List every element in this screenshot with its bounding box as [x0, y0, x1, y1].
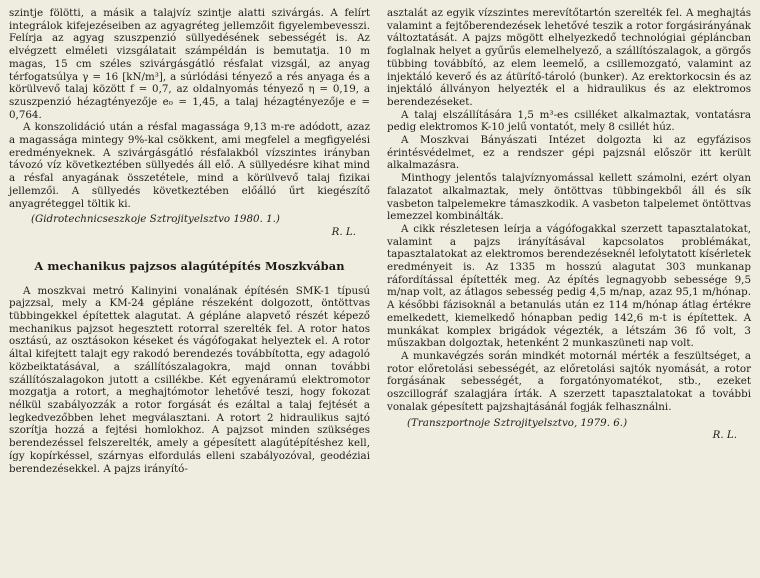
article-paragraph: A munkavégzés során mindkét motornál mérték a feszültséget, a rotor előretolási sebességét, az előretolási sajtók nyomását, a rotor forgásának sebességét, a forgatónyomatékot, stb., ezeket oszcillográf szalagjára írták. A szerzett tapasztalatokat a további vonalak gépesített pajzshajtásánál fogják felhasználni. — [387, 349, 751, 413]
article-paragraph: asztalát az egyik vízszintes merevítőtartón szerelték fel. A meghajtás valamint a fejtőberendezések lehetővé teszik a rotor forgásirányának változtatását. A pajzs mögött elhelyezkedő technológiai gépláncban foglalnak helyet a gyűrűs elemelhelyező, a szállítószalagok, a görgős tübbing továbbító, az elem leemelő, a csillemozgató, valamint az injektáló keverő és az átürítő-tároló (bunker). Az erektorkocsin és az injektáló állványon helyezték el a hidraulikus és az elektromos berendezéseket. — [387, 7, 751, 108]
section-gap — [9, 239, 370, 259]
article-paragraph: A moszkvai metró Kalinyini vonalának építésén SMK-1 típusú pajzzsal, mely a KM-24 gépláne részeként dolgozott, öntöttvas tübbingekkel építettek alagutat. A gépláne alapvető részét képező mechanikus pajzsot hegesztett rotorral szerelték fel. A rotor hatos osztású, az osztásokon késeket és vágófogakat helyeztek el. A rotor által kifejtett talajt egy rakodó berendezés továbbította, egy adagoló közbeiktatásával, a szállítószalagokra, majd onnan további szállítószalagokon jutott a csillékbe. Két egyenáramú elektromotor mozgatja a rotort, a meghajtómotor lehetővé teszi, hogy fokozat nélkül szabályozzák a rotor forgását és ezáltal a talaj fejtését a legkedvezőbben lehet megválasztani. A rotort 2 hidraulikus sajtó szorítja hozzá a fejtési homlokhoz. A pajzsot minden szükséges berendezéssel felszerelték, amely a gépesített alagútépítéshez kell, így kopírkéssel, szárnyas elfordulás elleni szabályozóval, geodéziai berendezésekkel. A pajzs irányító- — [9, 284, 370, 475]
author-initials: R. L. — [331, 225, 356, 238]
intro-paragraph: A konszolidáció után a résfal magassága 9,13 m-re adódott, azaz a magassága mintegy 9%-kal csökkent, ami megfelel a megfigyelési eredményeknek. A szivárgásgátló résfalakból vízszintes irányban távozó víz következtében süllyedés áll elő. A süllyedésre kihat mind a résfal anyagának összetétele, mind a körülvevő talaj fizikai jellemzői. A süllyedés következtében előálló űrt kiegészítő anyagréteggel töltik ki. — [9, 121, 370, 210]
left-column — [9, 7, 370, 475]
source-citation: (Transzportnoje Sztrojityelsztvo, 1979. 6.) — [407, 416, 628, 429]
source-citation: (Gidrotechnicseszkoje Sztrojityelsztvo 1980. 1.) — [31, 213, 280, 226]
article-paragraph: Minthogy jelentős talajvíznyomással kellett számolni, ezért olyan falazatot alkalmaztak, mely öntöttvas tübbingekből áll és sík vasbeton talpelemekre támaszkodik. A vasbeton talpelemet öntöttvas lemezzel kombinálták. — [387, 172, 751, 223]
author-initials: R. L. — [712, 429, 737, 442]
article-paragraph: A cikk részletesen leírja a vágófogakkal szerzett tapasztalatokat, valamint a pajzs irányításával kapcsolatos problémákat, tapasztalatokat az elektromos berendezéseknél lefolytatott kísérletek eredményeit is. Az 1335 m hosszú alagutat 303 munkanap ráfordítással építették meg. Az építés legnagyobb sebessége 9,5 m/nap volt, az átlagos sebesség pedig 4,5 m/nap, azaz 95,1 m/hónap. A későbbi fázisoknál a betanulás után ez 114 m/hónap átlag értékre emelkedett, kiemelkedő hónapban pedig 142,6 m-t is építettek. A munkákat komplex brigádok végezték, a létszám 36 fő volt, 3 műszakban dolgoztak, hetenként 2 munkaszüneti nap volt. — [387, 222, 751, 350]
article-title: A mechanikus pajzsos alagútépítés Moszkvában — [34, 258, 345, 273]
article-paragraph: A talaj elszállítására 1,5 m³-es csilléket alkalmaztak, vontatásra pedig elektromos K-10 jelű vontatót, mely 8 csillét húz. — [387, 108, 751, 134]
article-paragraph: A Moszkvai Bányászati Intézet dolgozta ki az egyfázisos érintésvédelmet, ez a rendszer gépi pajzsnál először itt került alkalmazásra. — [387, 134, 751, 172]
intro-paragraph: szintje fölötti, a másik a talajvíz szintje alatti szivárgás. A felírt integrálok kifejezéseiben az agyagréteg jellemzőit figyelembevesszi. Felírja az agyag szuszpenzió süllyedésének sebességét is. Az elvégzett elméleti vizsgálatait számpéldán is bemutatja. 10 m magas, 15 cm széles szivárgásgátló résfalat vizsgál, az anyag térfogatsúlya γ = 16 [kN/m³], a súrlódási tényező a rés anyaga és a körülvevő talaj között f = 0,7, az oldalnyomás tényező η = 0,19, a szuszpenzió hézagtényezője e₀ = 1,45, a talaj hézagtényezője e = 0,764. — [9, 7, 370, 121]
right-column — [387, 7, 751, 442]
